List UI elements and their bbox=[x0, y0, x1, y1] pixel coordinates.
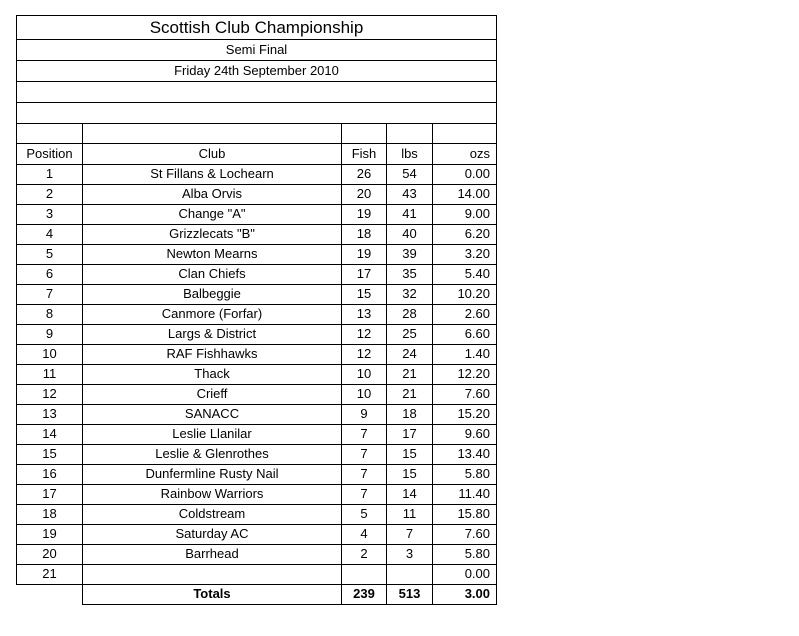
cell-fish: 19 bbox=[356, 206, 372, 221]
cell-club: St Fillans & Lochearn bbox=[150, 166, 274, 181]
cell-lbs: 21 bbox=[402, 386, 417, 401]
cell-fish: 13 bbox=[356, 306, 372, 321]
cell-club: SANACC bbox=[184, 406, 240, 421]
cell-ozs: 14.00 bbox=[457, 186, 490, 201]
event-date: Friday 24th September 2010 bbox=[174, 63, 339, 78]
cell-fish: 7 bbox=[360, 446, 368, 461]
cell-fish: 12 bbox=[356, 346, 372, 361]
cell-ozs: 15.20 bbox=[457, 406, 490, 421]
totals-lbs: 513 bbox=[398, 586, 421, 601]
cell-fish: 18 bbox=[356, 226, 372, 241]
grid-line bbox=[16, 123, 497, 124]
cell-ozs: 5.40 bbox=[464, 266, 490, 281]
cell-position: 7 bbox=[45, 286, 54, 301]
cell-fish: 19 bbox=[356, 246, 372, 261]
cell-ozs: 13.40 bbox=[457, 446, 490, 461]
column-header-lbs: lbs bbox=[401, 146, 418, 161]
cell-lbs: 25 bbox=[402, 326, 417, 341]
cell-lbs: 28 bbox=[402, 306, 417, 321]
cell-lbs: 43 bbox=[402, 186, 417, 201]
grid-line bbox=[16, 15, 497, 16]
cell-position: 13 bbox=[42, 406, 57, 421]
cell-position: 19 bbox=[42, 526, 57, 541]
cell-lbs: 11 bbox=[402, 506, 417, 521]
cell-club bbox=[83, 564, 341, 584]
cell-club: Largs & District bbox=[167, 326, 257, 341]
cell-ozs: 5.80 bbox=[464, 466, 490, 481]
cell-fish: 12 bbox=[356, 326, 372, 341]
cell-position: 3 bbox=[45, 206, 54, 221]
cell-fish: 2 bbox=[360, 546, 368, 561]
cell-fish: 20 bbox=[356, 186, 372, 201]
cell-position: 2 bbox=[45, 186, 54, 201]
cell-fish: 7 bbox=[360, 486, 368, 501]
cell-ozs: 7.60 bbox=[464, 526, 490, 541]
grid-line bbox=[16, 81, 497, 82]
column-header-fish: Fish bbox=[351, 146, 377, 161]
cell-ozs: 0.00 bbox=[464, 166, 490, 181]
grid-line bbox=[16, 102, 497, 103]
cell-lbs: 39 bbox=[402, 246, 417, 261]
cell-position: 4 bbox=[45, 226, 54, 241]
cell-fish: 10 bbox=[356, 386, 372, 401]
cell-club: Leslie Llanilar bbox=[172, 426, 252, 441]
column-header-position: Position bbox=[26, 146, 73, 161]
cell-fish: 9 bbox=[360, 406, 368, 421]
cell-lbs: 15 bbox=[402, 466, 417, 481]
cell-position: 6 bbox=[45, 266, 54, 281]
cell-lbs bbox=[387, 564, 432, 584]
cell-position: 12 bbox=[42, 386, 57, 401]
cell-club: Dunfermline Rusty Nail bbox=[145, 466, 279, 481]
cell-fish: 7 bbox=[360, 426, 368, 441]
cell-lbs: 54 bbox=[402, 166, 417, 181]
cell-fish: 4 bbox=[360, 526, 368, 541]
cell-ozs: 0.00 bbox=[464, 566, 490, 581]
cell-position: 20 bbox=[42, 546, 57, 561]
cell-position: 18 bbox=[42, 506, 57, 521]
cell-club: Rainbow Warriors bbox=[160, 486, 264, 501]
cell-position: 1 bbox=[45, 166, 54, 181]
cell-club: Crieff bbox=[196, 386, 228, 401]
cell-fish: 15 bbox=[356, 286, 372, 301]
cell-fish: 10 bbox=[356, 366, 372, 381]
cell-club: Leslie & Glenrothes bbox=[155, 446, 269, 461]
cell-club: Clan Chiefs bbox=[178, 266, 246, 281]
cell-club: Canmore (Forfar) bbox=[161, 306, 263, 321]
grid-line bbox=[496, 123, 497, 605]
cell-ozs: 15.80 bbox=[457, 506, 490, 521]
cell-lbs: 35 bbox=[402, 266, 417, 281]
cell-fish: 5 bbox=[360, 506, 368, 521]
cell-position: 5 bbox=[45, 246, 54, 261]
cell-ozs: 5.80 bbox=[464, 546, 490, 561]
cell-club: RAF Fishhawks bbox=[166, 346, 258, 361]
cell-position: 15 bbox=[42, 446, 57, 461]
cell-club: Coldstream bbox=[178, 506, 246, 521]
cell-position: 11 bbox=[42, 366, 57, 381]
cell-club: Saturday AC bbox=[175, 526, 249, 541]
cell-ozs: 2.60 bbox=[464, 306, 490, 321]
cell-ozs: 9.60 bbox=[464, 426, 490, 441]
cell-fish bbox=[342, 564, 386, 584]
cell-position: 14 bbox=[42, 426, 57, 441]
cell-club: Newton Mearns bbox=[166, 246, 258, 261]
column-header-club: Club bbox=[198, 146, 226, 161]
cell-position: 17 bbox=[42, 486, 57, 501]
cell-position: 10 bbox=[42, 346, 57, 361]
cell-club: Balbeggie bbox=[183, 286, 241, 301]
cell-lbs: 24 bbox=[402, 346, 417, 361]
cell-ozs: 7.60 bbox=[464, 386, 490, 401]
cell-lbs: 15 bbox=[402, 446, 417, 461]
cell-fish: 17 bbox=[356, 266, 372, 281]
cell-lbs: 21 bbox=[402, 366, 417, 381]
cell-ozs: 6.20 bbox=[464, 226, 490, 241]
totals-ozs: 3.00 bbox=[464, 586, 490, 601]
column-header-ozs: ozs bbox=[469, 146, 490, 161]
grid-line bbox=[82, 604, 497, 605]
cell-lbs: 40 bbox=[402, 226, 417, 241]
cell-club: Alba Orvis bbox=[182, 186, 242, 201]
totals-fish: 239 bbox=[353, 586, 375, 601]
cell-club: Grizzlecats "B" bbox=[169, 226, 255, 241]
cell-lbs: 17 bbox=[402, 426, 417, 441]
cell-position: 16 bbox=[42, 466, 57, 481]
cell-lbs: 18 bbox=[402, 406, 417, 421]
cell-club: Thack bbox=[194, 366, 230, 381]
cell-ozs: 11.40 bbox=[458, 486, 490, 501]
cell-ozs: 6.60 bbox=[464, 326, 490, 341]
cell-lbs: 3 bbox=[405, 546, 414, 561]
cell-position: 8 bbox=[45, 306, 54, 321]
cell-position: 21 bbox=[42, 566, 57, 581]
totals-label: Totals bbox=[193, 586, 231, 601]
cell-lbs: 41 bbox=[402, 206, 417, 221]
cell-position: 9 bbox=[45, 326, 54, 341]
cell-ozs: 1.40 bbox=[464, 346, 490, 361]
grid-line bbox=[496, 15, 497, 123]
cell-ozs: 9.00 bbox=[464, 206, 490, 221]
cell-lbs: 14 bbox=[402, 486, 417, 501]
cell-ozs: 12.20 bbox=[457, 366, 490, 381]
page-subtitle: Semi Final bbox=[225, 42, 288, 57]
cell-fish: 26 bbox=[356, 166, 372, 181]
page-title: Scottish Club Championship bbox=[149, 18, 364, 37]
cell-club: Barrhead bbox=[185, 546, 239, 561]
cell-club: Change "A" bbox=[178, 206, 246, 221]
cell-fish: 7 bbox=[360, 466, 368, 481]
cell-ozs: 3.20 bbox=[464, 246, 490, 261]
cell-ozs: 10.20 bbox=[457, 286, 490, 301]
cell-lbs: 7 bbox=[405, 526, 414, 541]
cell-lbs: 32 bbox=[402, 286, 417, 301]
